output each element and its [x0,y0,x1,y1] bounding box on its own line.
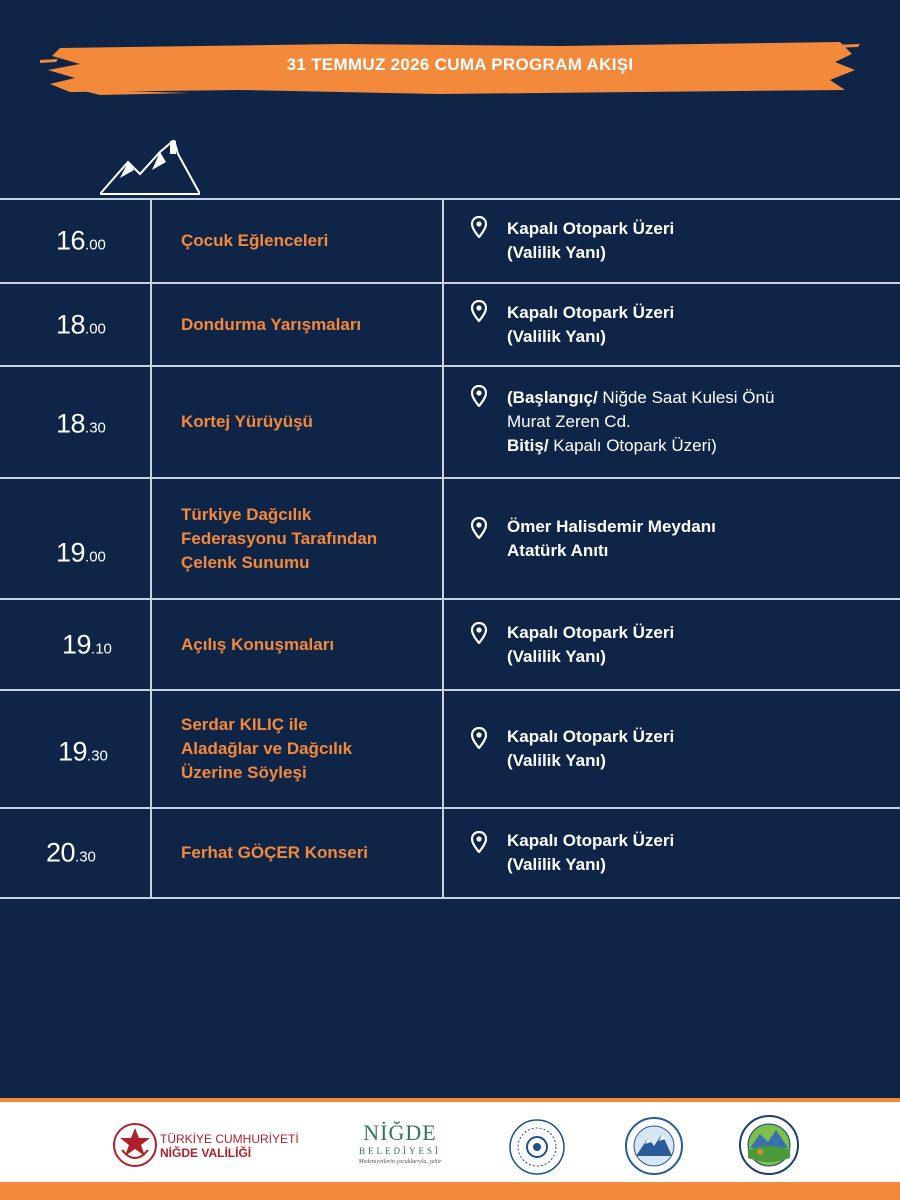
event-name: Türkiye Dağcılık Federasyonu Tarafından Çelenk Sunumu [181,504,378,572]
location-text: Kapalı Otopark Üzeri (Valilik Yanı) [507,302,675,346]
map-pin-icon [471,517,487,539]
event-cell [152,200,444,282]
time-label: 19.00 [56,537,106,568]
event-name: Serdar KILIÇ ile Aladağlar ve Dağcılık Üzerine Söyleşi [181,715,353,782]
location-cell [444,479,900,598]
event-name: Kortej Yürüyüşü [181,412,313,431]
page-title: 31 TEMMUZ 2026 CUMA PROGRAM AKIŞI [286,55,634,74]
time-label: 19.30 [58,736,108,767]
event-cell [152,809,444,897]
footer-bar [0,1182,900,1200]
header-banner [40,40,860,96]
location-text: Kapalı Otopark Üzeri (Valilik Yanı) [507,622,675,666]
location-cell [444,809,900,897]
time-label: 18.00 [56,309,106,339]
event-cell [152,600,444,689]
schedule-table [0,198,900,899]
schedule-row [0,200,900,284]
footer-logos [0,1098,900,1200]
time-cell [0,809,152,897]
time-cell [0,691,152,807]
map-pin-icon [471,831,487,853]
event-name: Ferhat GÖÇER Konseri [181,843,369,862]
valilik-emblem-icon [112,1122,158,1168]
belediye-motto: Medeniyetlerin çocuklarıyla, şehir [358,1159,442,1165]
event-cell [152,367,444,477]
location-cell [444,600,900,689]
valilik-line1: TÜRKİYE CUMHURİYETİ [160,1132,299,1146]
event-name: Çocuk Eğlenceleri [181,231,329,250]
event-name: Açılış Konuşmaları [181,634,335,654]
valilik-name [160,1132,299,1160]
location-text: Ömer Halisdemir Meydanı Atatürk Anıtı [507,516,716,560]
location-text: Kapalı Otopark Üzeri (Valilik Yanı) [507,727,675,770]
map-pin-icon [471,385,487,407]
schedule-row [0,691,900,809]
schedule-row [0,600,900,691]
belediye-logo [352,1120,448,1165]
time-cell [0,479,152,598]
time-label: 19.10 [62,629,112,659]
location-cell [444,284,900,365]
time-label: 18.30 [56,408,106,439]
location-cell [444,367,900,477]
camardi-seal-icon [738,1114,800,1176]
time-label: 20.30 [46,837,96,868]
location-text: Kapalı Otopark Üzeri (Valilik Yanı) [507,219,675,262]
time-cell [0,200,152,282]
location-text: Kapalı Otopark Üzeri (Valilik Yanı) [507,831,675,874]
schedule-row [0,809,900,899]
map-pin-icon [471,216,487,238]
event-cell [152,284,444,365]
map-pin-icon [471,727,487,749]
location-cell [444,691,900,807]
district-seal-icon [624,1116,684,1176]
belediye-name: NİĞDE [363,1120,437,1145]
schedule-row [0,367,900,479]
schedule-row [0,284,900,367]
schedule-row [0,479,900,600]
time-cell [0,284,152,365]
location-cell [444,200,900,282]
event-cell [152,479,444,598]
valilik-line2: NİĞDE VALİLİĞİ [160,1146,252,1160]
map-pin-icon [471,622,487,644]
location-text: (Başlangıç/ Niğde Saat Kulesi Önü Murat Zeren Cd. Bitiş/ Kapalı Otopark Üzeri) [507,388,775,455]
university-seal-icon [508,1118,566,1176]
belediye-sub: BELEDİYESİ [359,1146,441,1156]
mountain-icon [100,140,200,196]
event-cell [152,691,444,807]
time-cell [0,367,152,477]
time-cell [0,600,152,689]
map-pin-icon [471,300,487,322]
time-label: 16.00 [56,225,106,256]
event-name: Dondurma Yarışmaları [181,314,362,334]
